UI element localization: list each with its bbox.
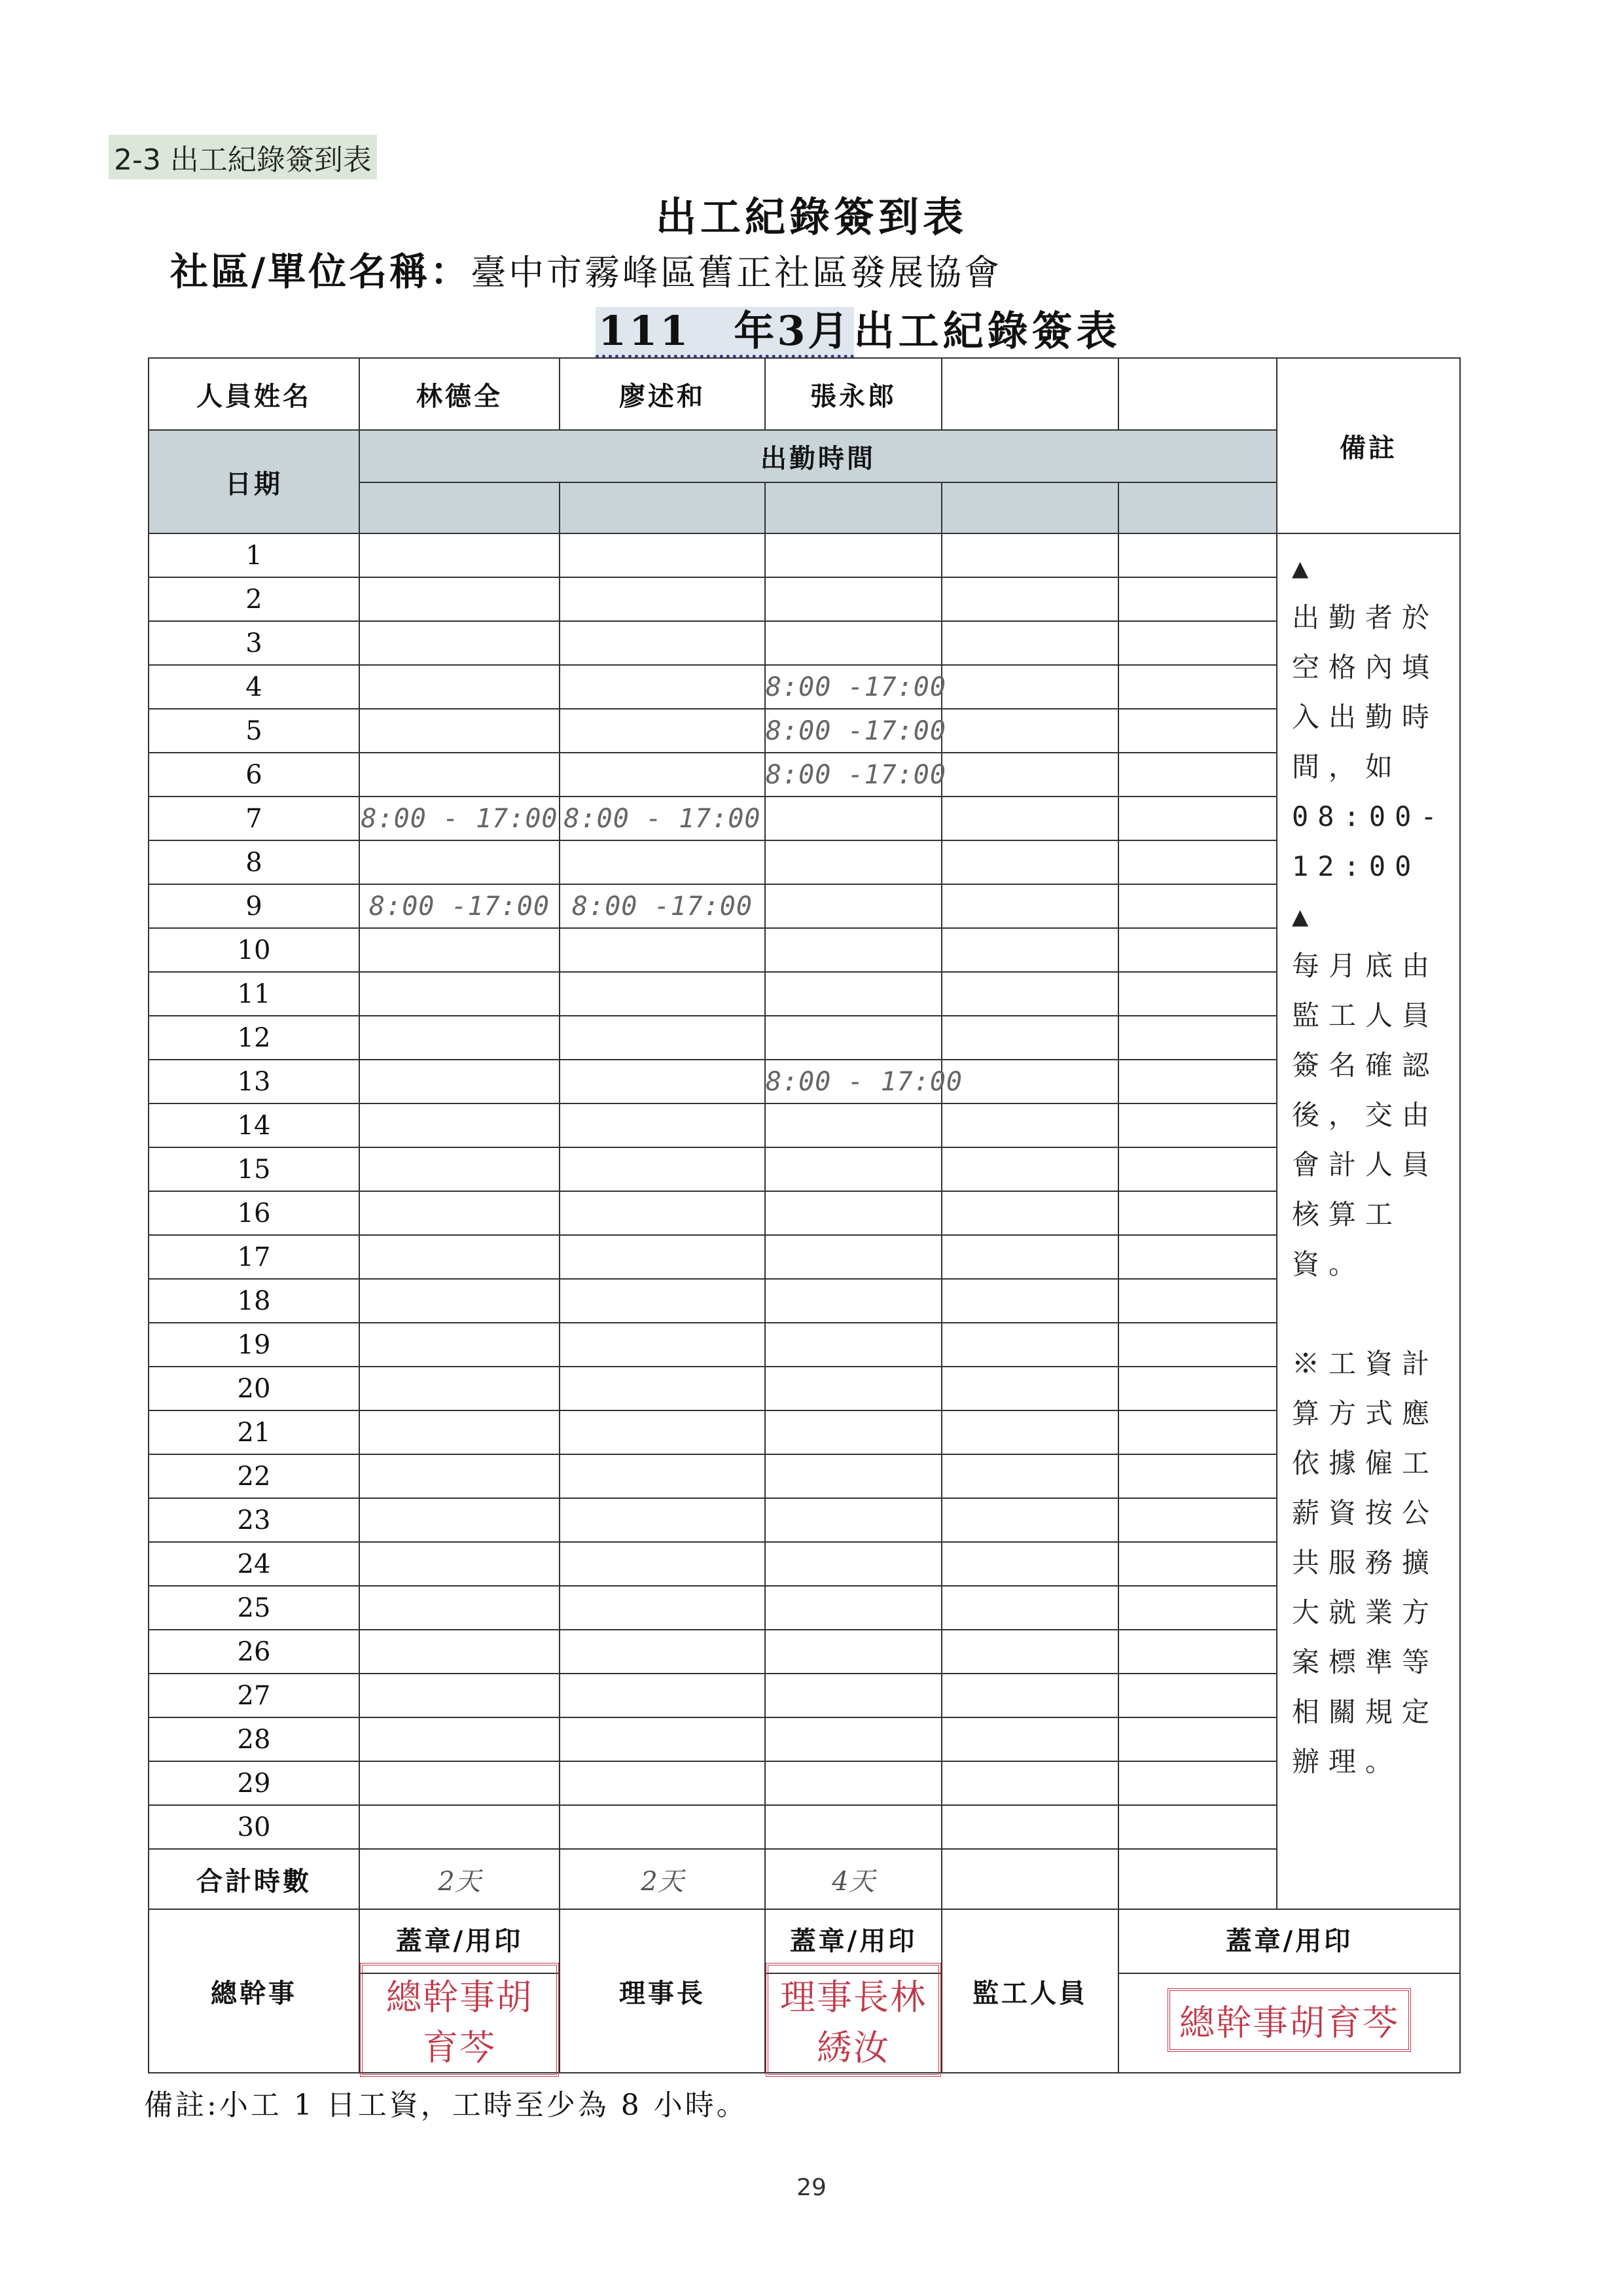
attendance-cell[interactable] xyxy=(942,928,1118,972)
total-label: 合計時數 xyxy=(149,1849,359,1909)
attendance-cell[interactable] xyxy=(359,1235,560,1279)
attendance-cell[interactable] xyxy=(1118,1805,1277,1849)
attendance-cell[interactable] xyxy=(359,1542,560,1586)
day-number: 17 xyxy=(149,1235,359,1279)
attendance-cell[interactable] xyxy=(359,840,560,884)
stamp-label: 蓋章/用印 xyxy=(766,1910,941,1974)
attendance-cell[interactable] xyxy=(1118,972,1277,1016)
attendance-cell[interactable] xyxy=(560,1542,765,1586)
attendance-cell[interactable] xyxy=(1118,1279,1277,1323)
table-row xyxy=(149,884,1460,928)
attendance-cell[interactable] xyxy=(942,1454,1118,1498)
attendance-cell[interactable] xyxy=(765,1323,942,1367)
attendance-cell[interactable] xyxy=(560,840,765,884)
attendance-cell[interactable] xyxy=(359,1060,560,1103)
attendance-cell[interactable] xyxy=(1118,1323,1277,1367)
table-row xyxy=(149,1586,1460,1630)
attendance-cell[interactable] xyxy=(765,1586,942,1630)
table-row xyxy=(149,577,1460,621)
attendance-cell[interactable] xyxy=(1118,1674,1277,1717)
attendance-cell[interactable] xyxy=(942,1279,1118,1323)
total-cell[interactable]: 2天 xyxy=(359,1849,560,1909)
table-row xyxy=(149,1323,1460,1367)
attendance-cell[interactable] xyxy=(765,1454,942,1498)
worker-name: 廖述和 xyxy=(560,358,765,430)
attendance-cell[interactable] xyxy=(560,577,765,621)
table-row xyxy=(149,797,1460,840)
total-cell[interactable]: 2天 xyxy=(560,1849,765,1909)
attendance-cell[interactable] xyxy=(942,577,1118,621)
attendance-cell[interactable] xyxy=(560,1103,765,1147)
day-number: 15 xyxy=(149,1147,359,1191)
attendance-cell[interactable] xyxy=(942,709,1118,753)
attendance-cell[interactable] xyxy=(560,928,765,972)
attendance-cell[interactable] xyxy=(560,1016,765,1060)
table-row xyxy=(149,1147,1460,1191)
role-label: 總幹事 xyxy=(149,1909,359,2073)
attendance-cell[interactable] xyxy=(359,1630,560,1674)
table-row xyxy=(149,1674,1460,1717)
attendance-cell[interactable]: 8:00 -17:00 xyxy=(765,665,942,709)
attendance-cell[interactable] xyxy=(1118,1235,1277,1279)
attendance-cell[interactable] xyxy=(765,1805,942,1849)
attendance-cell[interactable] xyxy=(1118,1016,1277,1060)
day-number: 18 xyxy=(149,1279,359,1323)
attendance-cell[interactable] xyxy=(560,1279,765,1323)
attendance-cell[interactable] xyxy=(560,1191,765,1235)
day-number: 9 xyxy=(149,884,359,928)
totals-row xyxy=(149,1849,1460,1909)
remark-column xyxy=(1277,533,1460,1909)
table-row xyxy=(149,1410,1460,1454)
attendance-cell[interactable] xyxy=(1118,928,1277,972)
attendance-cell[interactable] xyxy=(359,1367,560,1410)
attendance-cell[interactable] xyxy=(359,1717,560,1761)
unit-name: 臺中市霧峰區舊正社區發展協會 xyxy=(471,252,1003,293)
day-number: 26 xyxy=(149,1630,359,1674)
attendance-cell[interactable] xyxy=(560,1630,765,1674)
attendance-cell[interactable] xyxy=(942,1586,1118,1630)
attendance-cell[interactable] xyxy=(560,1674,765,1717)
attendance-cell[interactable] xyxy=(560,972,765,1016)
total-cell[interactable] xyxy=(942,1849,1118,1909)
attendance-cell[interactable] xyxy=(765,1279,942,1323)
attendance-cell[interactable]: 8:00 -17:00 xyxy=(359,884,560,928)
attendance-cell[interactable] xyxy=(1118,1542,1277,1586)
unit-line xyxy=(170,241,1002,296)
attendance-cell[interactable] xyxy=(942,1191,1118,1235)
role-label: 監工人員 xyxy=(942,1909,1118,2073)
attendance-cell[interactable]: 8:00 -17:00 xyxy=(765,709,942,753)
attendance-cell[interactable] xyxy=(1118,533,1277,577)
attendance-cell[interactable] xyxy=(1118,1717,1277,1761)
day-number: 19 xyxy=(149,1323,359,1367)
attendance-cell[interactable] xyxy=(1118,797,1277,840)
subheader-cell xyxy=(359,482,560,533)
attendance-cell[interactable] xyxy=(359,621,560,665)
table-row xyxy=(149,665,1460,709)
attendance-cell[interactable] xyxy=(1118,621,1277,665)
remark-header: 備註 xyxy=(1277,358,1460,533)
table-row xyxy=(149,1279,1460,1323)
attendance-cell[interactable] xyxy=(942,1761,1118,1805)
day-number: 12 xyxy=(149,1016,359,1060)
day-number: 27 xyxy=(149,1674,359,1717)
day-number: 3 xyxy=(149,621,359,665)
attendance-cell[interactable] xyxy=(942,1717,1118,1761)
attendance-cell[interactable] xyxy=(1118,1498,1277,1542)
attendance-cell[interactable] xyxy=(765,972,942,1016)
attendance-cell[interactable] xyxy=(765,1103,942,1147)
attendance-cell[interactable] xyxy=(560,533,765,577)
attendance-cell[interactable] xyxy=(359,972,560,1016)
table-row xyxy=(149,1454,1460,1498)
attendance-cell[interactable] xyxy=(560,1761,765,1805)
attendance-cell[interactable] xyxy=(1118,1191,1277,1235)
table-row xyxy=(149,928,1460,972)
day-number: 29 xyxy=(149,1761,359,1805)
day-number: 11 xyxy=(149,972,359,1016)
unit-label: 社區/單位名稱： xyxy=(170,249,471,294)
attendance-cell[interactable] xyxy=(942,621,1118,665)
page-number: 29 xyxy=(796,2174,827,2201)
attendance-cell[interactable] xyxy=(359,709,560,753)
worker-name xyxy=(942,358,1118,430)
date-label: 日期 xyxy=(149,430,359,533)
attendance-cell[interactable] xyxy=(942,665,1118,709)
day-number: 20 xyxy=(149,1367,359,1410)
attendance-cell[interactable] xyxy=(560,1586,765,1630)
role-label: 理事長 xyxy=(560,1909,765,2073)
stamp-cell[interactable] xyxy=(1118,1909,1460,2073)
attendance-cell[interactable]: 8:00 -17:00 xyxy=(560,884,765,928)
day-number: 16 xyxy=(149,1191,359,1235)
day-number: 14 xyxy=(149,1103,359,1147)
subheader-cell xyxy=(942,482,1118,533)
names-row xyxy=(149,358,1460,430)
attendance-cell[interactable] xyxy=(765,1147,942,1191)
table-row xyxy=(149,621,1460,665)
attendance-cell[interactable] xyxy=(1118,1410,1277,1454)
attendance-cell[interactable] xyxy=(359,1586,560,1630)
day-number: 2 xyxy=(149,577,359,621)
day-number: 13 xyxy=(149,1060,359,1103)
table-row xyxy=(149,840,1460,884)
table-row xyxy=(149,753,1460,797)
official-stamp: 總幹事胡育芩 xyxy=(360,1963,559,2077)
stamp-cell[interactable] xyxy=(359,1909,560,2073)
stamp-cell[interactable] xyxy=(765,1909,942,2073)
attendance-cell[interactable] xyxy=(560,1323,765,1367)
month-line xyxy=(596,298,1121,357)
stamp-label: 蓋章/用印 xyxy=(360,1910,559,1974)
attendance-cell[interactable] xyxy=(765,1717,942,1761)
day-number: 25 xyxy=(149,1586,359,1630)
attendance-cell[interactable] xyxy=(1118,1147,1277,1191)
attendance-cell[interactable] xyxy=(765,928,942,972)
attendance-cell[interactable] xyxy=(359,1498,560,1542)
attendance-cell[interactable] xyxy=(560,665,765,709)
table-row xyxy=(149,972,1460,1016)
attendance-cell[interactable] xyxy=(942,1235,1118,1279)
attendance-label: 出勤時間 xyxy=(359,430,1277,482)
official-stamp: 總幹事胡育芩 xyxy=(1168,1988,1411,2052)
attendance-cell[interactable] xyxy=(1118,709,1277,753)
attendance-cell[interactable] xyxy=(1118,1367,1277,1410)
attendance-cell[interactable] xyxy=(942,533,1118,577)
attendance-cell[interactable] xyxy=(765,797,942,840)
attendance-cell[interactable] xyxy=(942,1674,1118,1717)
attendance-cell[interactable] xyxy=(942,1805,1118,1849)
name-label: 人員姓名 xyxy=(149,358,359,430)
attendance-cell[interactable] xyxy=(359,1410,560,1454)
day-number: 1 xyxy=(149,533,359,577)
attendance-cell[interactable] xyxy=(942,753,1118,797)
attendance-cell[interactable]: 8:00 - 17:00 xyxy=(560,797,765,840)
attendance-cell[interactable] xyxy=(560,709,765,753)
attendance-cell[interactable] xyxy=(560,1454,765,1498)
attendance-cell[interactable] xyxy=(359,1191,560,1235)
attendance-header-row xyxy=(149,430,1460,482)
attendance-cell[interactable] xyxy=(1118,884,1277,928)
attendance-cell[interactable] xyxy=(765,1191,942,1235)
attendance-cell[interactable] xyxy=(942,840,1118,884)
attendance-cell[interactable]: 8:00 -17:00 xyxy=(765,753,942,797)
attendance-cell[interactable] xyxy=(359,1103,560,1147)
attendance-cell[interactable] xyxy=(942,972,1118,1016)
attendance-cell[interactable] xyxy=(1118,1454,1277,1498)
table-row xyxy=(149,1717,1460,1761)
table-row xyxy=(149,1367,1460,1410)
table-row xyxy=(149,1103,1460,1147)
attendance-cell[interactable] xyxy=(560,621,765,665)
attendance-cell[interactable] xyxy=(765,533,942,577)
attendance-cell[interactable] xyxy=(359,577,560,621)
attendance-cell[interactable] xyxy=(560,1498,765,1542)
section-tag: 2-3 出工紀錄簽到表 xyxy=(109,135,377,179)
month-year: 111 年3月 xyxy=(596,307,854,358)
attendance-cell[interactable] xyxy=(765,1630,942,1674)
footnote: 備註:小工 1 日工資，工時至少為 8 小時。 xyxy=(144,2089,748,2122)
day-number: 4 xyxy=(149,665,359,709)
attendance-cell[interactable] xyxy=(560,1717,765,1761)
attendance-cell[interactable] xyxy=(942,1147,1118,1191)
table-row xyxy=(149,533,1460,577)
attendance-cell[interactable] xyxy=(765,621,942,665)
attendance-cell[interactable] xyxy=(942,884,1118,928)
attendance-cell[interactable] xyxy=(1118,840,1277,884)
page-title: 出工紀錄簽到表 xyxy=(655,193,967,241)
attendance-cell[interactable] xyxy=(359,1454,560,1498)
official-stamp: 理事長林綉汝 xyxy=(766,1963,941,2077)
worker-name: 張永郎 xyxy=(765,358,942,430)
attendance-cell[interactable] xyxy=(1118,577,1277,621)
attendance-cell[interactable] xyxy=(765,1016,942,1060)
attendance-cell[interactable] xyxy=(1118,1586,1277,1630)
signature-row xyxy=(149,1909,1460,2073)
table-row xyxy=(149,1630,1460,1674)
attendance-cell[interactable] xyxy=(359,1674,560,1717)
attendance-cell[interactable] xyxy=(765,1761,942,1805)
attendance-cell[interactable] xyxy=(765,1674,942,1717)
attendance-cell[interactable] xyxy=(765,840,942,884)
attendance-cell[interactable] xyxy=(359,928,560,972)
table-row xyxy=(149,1191,1460,1235)
worker-name: 林德全 xyxy=(359,358,560,430)
attendance-cell[interactable] xyxy=(359,1761,560,1805)
subheader-cell xyxy=(765,482,942,533)
attendance-cell[interactable] xyxy=(560,1235,765,1279)
table-row xyxy=(149,1542,1460,1586)
attendance-cell[interactable] xyxy=(942,1498,1118,1542)
attendance-cell[interactable] xyxy=(942,797,1118,840)
attendance-cell[interactable] xyxy=(942,1630,1118,1674)
table-row xyxy=(149,1761,1460,1805)
month-title: 出工紀錄簽表 xyxy=(853,307,1121,355)
attendance-cell[interactable] xyxy=(1118,753,1277,797)
attendance-cell[interactable] xyxy=(942,1016,1118,1060)
total-cell[interactable] xyxy=(1118,1849,1277,1909)
attendance-cell[interactable] xyxy=(359,1016,560,1060)
attendance-cell[interactable] xyxy=(942,1410,1118,1454)
attendance-cell[interactable] xyxy=(942,1323,1118,1367)
attendance-cell[interactable]: 8:00 - 17:00 xyxy=(359,797,560,840)
table-row xyxy=(149,1498,1460,1542)
day-number: 6 xyxy=(149,753,359,797)
attendance-cell[interactable] xyxy=(1118,1630,1277,1674)
worker-name xyxy=(1118,358,1277,430)
table-row xyxy=(149,1060,1460,1103)
day-number: 23 xyxy=(149,1498,359,1542)
attendance-cell[interactable]: 8:00 - 17:00 xyxy=(765,1060,942,1103)
remark-text: ▲ 出勤者於空格內填入出勤時間，如08:00-12:00 ▲ 每月底由監工人員簽名確認後，交由會計人員核算工資。 ※工資計算方式應依據僱工薪資按公共服務擴大就業方案標準等相關規定辦理。 xyxy=(1292,552,1446,1778)
attendance-cell[interactable] xyxy=(359,1279,560,1323)
attendance-table xyxy=(148,357,1461,2073)
attendance-cell[interactable] xyxy=(359,665,560,709)
total-cell[interactable]: 4天 xyxy=(765,1849,942,1909)
attendance-cell[interactable] xyxy=(560,1367,765,1410)
attendance-cell[interactable] xyxy=(560,1147,765,1191)
attendance-cell[interactable] xyxy=(1118,665,1277,709)
attendance-cell[interactable] xyxy=(942,1367,1118,1410)
table-row xyxy=(149,1235,1460,1279)
table-row xyxy=(149,709,1460,753)
attendance-cell[interactable] xyxy=(560,1060,765,1103)
day-number: 30 xyxy=(149,1805,359,1849)
attendance-cell[interactable] xyxy=(765,1410,942,1454)
attendance-cell[interactable] xyxy=(359,533,560,577)
attendance-cell[interactable] xyxy=(359,1805,560,1849)
attendance-cell[interactable] xyxy=(765,577,942,621)
attendance-cell[interactable] xyxy=(359,753,560,797)
day-number: 10 xyxy=(149,928,359,972)
subheader-cell xyxy=(1118,482,1277,533)
attendance-cell[interactable] xyxy=(942,1060,1118,1103)
attendance-cell[interactable] xyxy=(942,1542,1118,1586)
day-number: 8 xyxy=(149,840,359,884)
attendance-cell[interactable] xyxy=(765,884,942,928)
attendance-cell[interactable] xyxy=(1118,1761,1277,1805)
attendance-cell[interactable] xyxy=(765,1235,942,1279)
table-row xyxy=(149,1016,1460,1060)
day-number: 7 xyxy=(149,797,359,840)
day-number: 21 xyxy=(149,1410,359,1454)
day-number: 5 xyxy=(149,709,359,753)
table-row xyxy=(149,1805,1460,1849)
attendance-cell[interactable] xyxy=(765,1498,942,1542)
attendance-cell[interactable] xyxy=(765,1542,942,1586)
attendance-cell[interactable] xyxy=(359,1323,560,1367)
attendance-cell[interactable] xyxy=(1118,1060,1277,1103)
attendance-cell[interactable] xyxy=(359,1147,560,1191)
day-number: 22 xyxy=(149,1454,359,1498)
subheader-cell xyxy=(560,482,765,533)
attendance-cell[interactable] xyxy=(942,1103,1118,1147)
attendance-cell[interactable] xyxy=(560,753,765,797)
day-number: 28 xyxy=(149,1717,359,1761)
stamp-label: 蓋章/用印 xyxy=(1119,1910,1459,1974)
attendance-cell[interactable] xyxy=(560,1410,765,1454)
day-number: 24 xyxy=(149,1542,359,1586)
attendance-cell[interactable] xyxy=(560,1805,765,1849)
attendance-cell[interactable] xyxy=(1118,1103,1277,1147)
attendance-cell[interactable] xyxy=(765,1367,942,1410)
